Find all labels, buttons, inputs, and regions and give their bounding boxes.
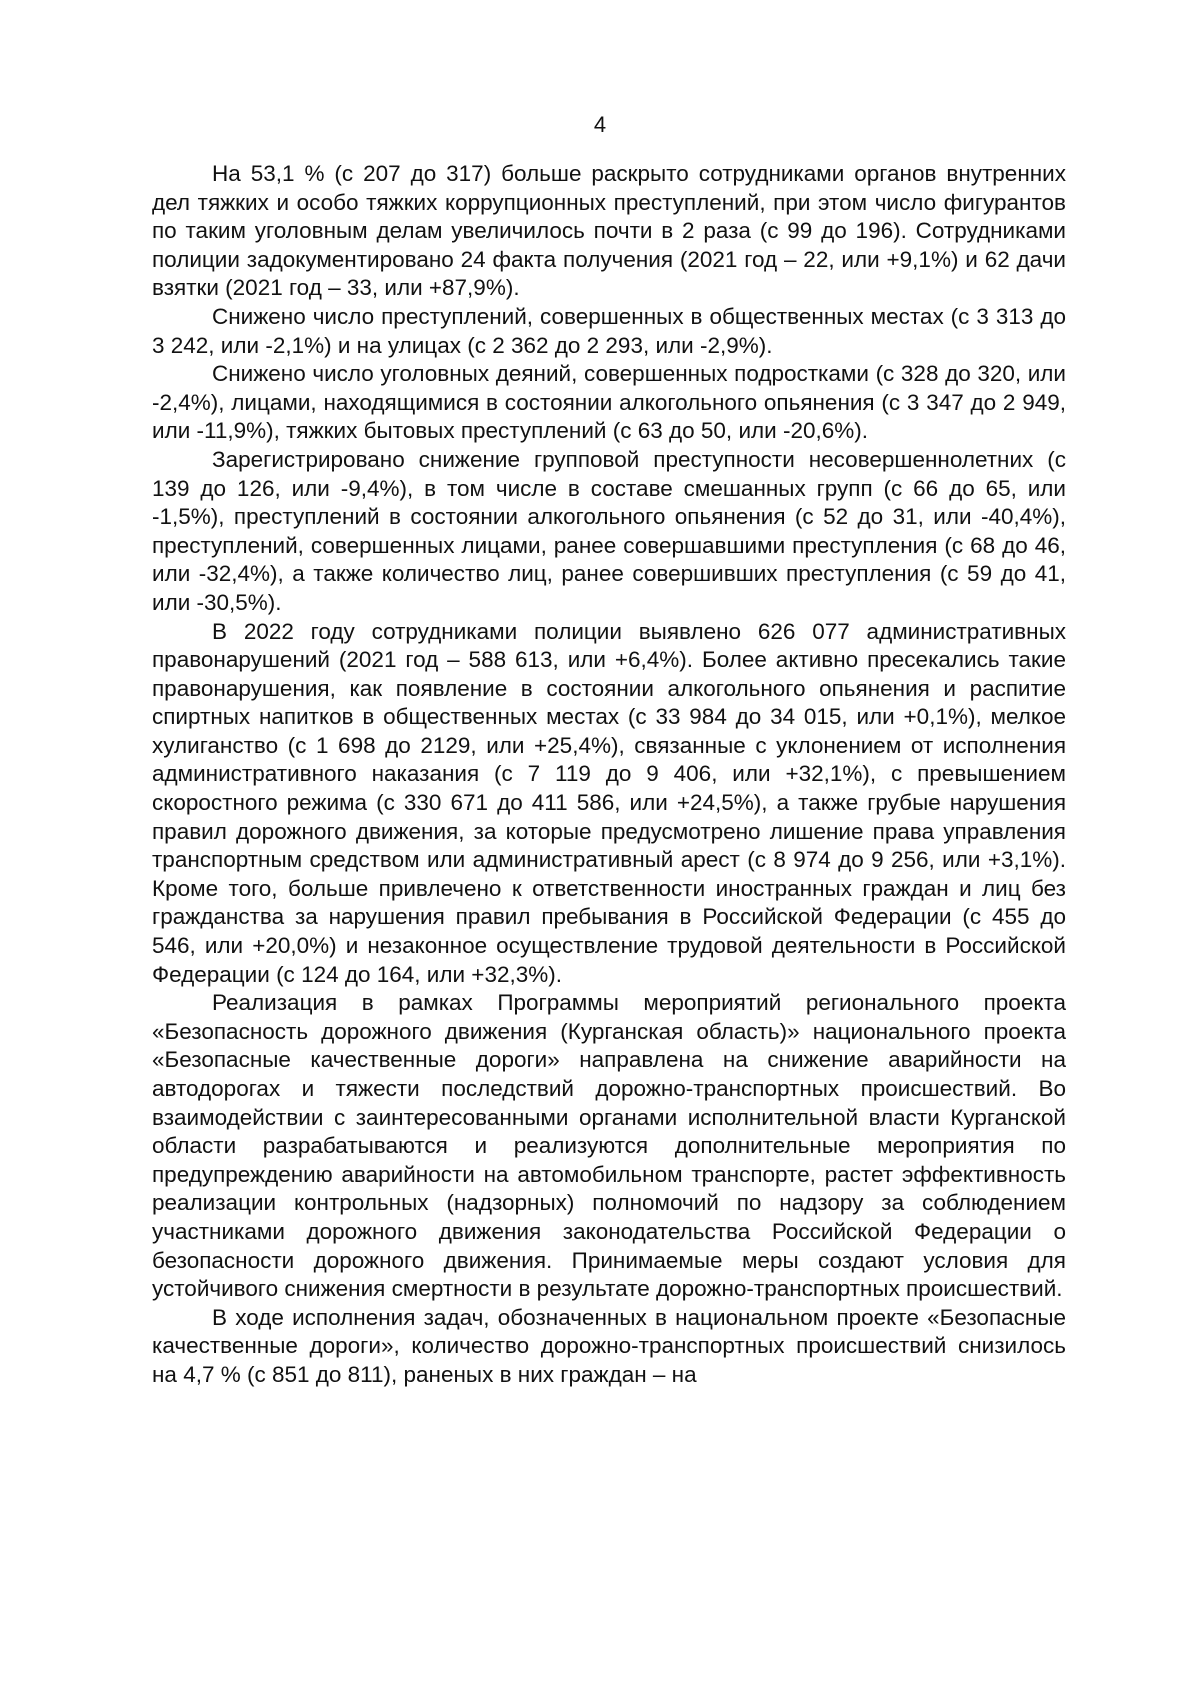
- paragraph-road-safety-program: Реализация в рамках Программы мероприятий регионального проекта «Безопасность дорожного движения (Курганская область)» национального проекта «Безопасные качественные дороги» направлена на снижение аварийности на автодорогах и тяжести последствий дорожно-транспортных происшествий. Во взаимодействии с заинтересованными органами исполнительной власти Курганской области разрабатываются и реализуются дополнительные мероприятия по предупреждению аварийности на автомобильном транспорте, растет эффективность реализации контрольных (надзорных) полномочий по надзору за соблюдением участниками дорожного движения законодательства Российской Федерации о безопасности дорожного движения. Принимаемые меры создают условия для устойчивого снижения смертности в результате дорожно-транспортных происшествий.: [152, 990, 1066, 1302]
- paragraph-juvenile-crime: Зарегистрировано снижение групповой преступности несовершеннолетних (с 139 до 126, или -9,4%), в том числе в составе смешанных групп (с 66 до 65, или -1,5%), преступлений в состоянии алкогольного опьянения (с 52 до 31, или -40,4%), преступлений, совершенных лицами, ранее совершавшими преступления (с 68 до 46, или -32,4%), а также количество лиц, ранее совершивших преступления (с 59 до 41, или -30,5%).: [152, 446, 1066, 615]
- paragraph-administrative-offenses: В 2022 году сотрудниками полиции выявлено 626 077 административных правонарушений (2021 год – 588 613, или +6,4%). Более активно пресекались такие правонарушения, как появление в состоянии алкогольного опьянения и распитие спиртных напитков в общественных местах (с 33 984 до 34 015, или +0,1%), мелкое хулиганство (с 1 698 до 2129, или +25,4%), связанные с уклонением от исполнения административного наказания (с 7 119 до 9 406, или +32,1%), с превышением скоростного режима (с 330 671 до 411 586, или +24,5%), а также грубые нарушения правил дорожного движения, за которые предусмотрено лишение права управления транспортным средством или административный арест (с 8 974 до 9 256, или +3,1%). Кроме того, больше привлечено к ответственности иностранных граждан и лиц без гражданства за нарушения правил пребывания в Российской Федерации (с 455 до 546, или +20,0%) и незаконное осуществление трудовой деятельности в Российской Федерации (с 124 до 164, или +32,3%).: [152, 618, 1066, 987]
- paragraph-public-places: Снижено число преступлений, совершенных в общественных местах (с 3 313 до 3 242, или -2,1%) и на улицах (с 2 362 до 2 293, или -2,9%).: [152, 303, 1066, 358]
- page-number: 4: [593, 112, 607, 137]
- paragraph-road-accidents: В ходе исполнения задач, обозначенных в национальном проекте «Безопасные качественные дороги», количество дорожно-транспортных происшествий снизилось на 4,7 % (с 851 до 811), раненых в них граждан – на: [152, 1304, 1066, 1387]
- paragraph-corruption-crimes: На 53,1 % (с 207 до 317) больше раскрыто сотрудниками органов внутренних дел тяжких и особо тяжких коррупционных преступлений, при этом число фигурантов по таким уголовным делам увеличилось почти в 2 раза (с 99 до 196). Сотрудниками полиции задокументировано 24 факта получения (2021 год – 22, или +9,1%) и 62 дачи взятки (2021 год – 33, или +87,9%).: [152, 161, 1066, 301]
- document-body: [152, 160, 1066, 1390]
- paragraph-criminal-acts: Снижено число уголовных деяний, совершенных подростками (с 328 до 320, или -2,4%), лицами, находящимися в состоянии алкогольного опьянения (с 3 347 до 2 949, или -11,9%), тяжких бытовых преступлений (с 63 до 50, или -20,6%).: [152, 361, 1066, 444]
